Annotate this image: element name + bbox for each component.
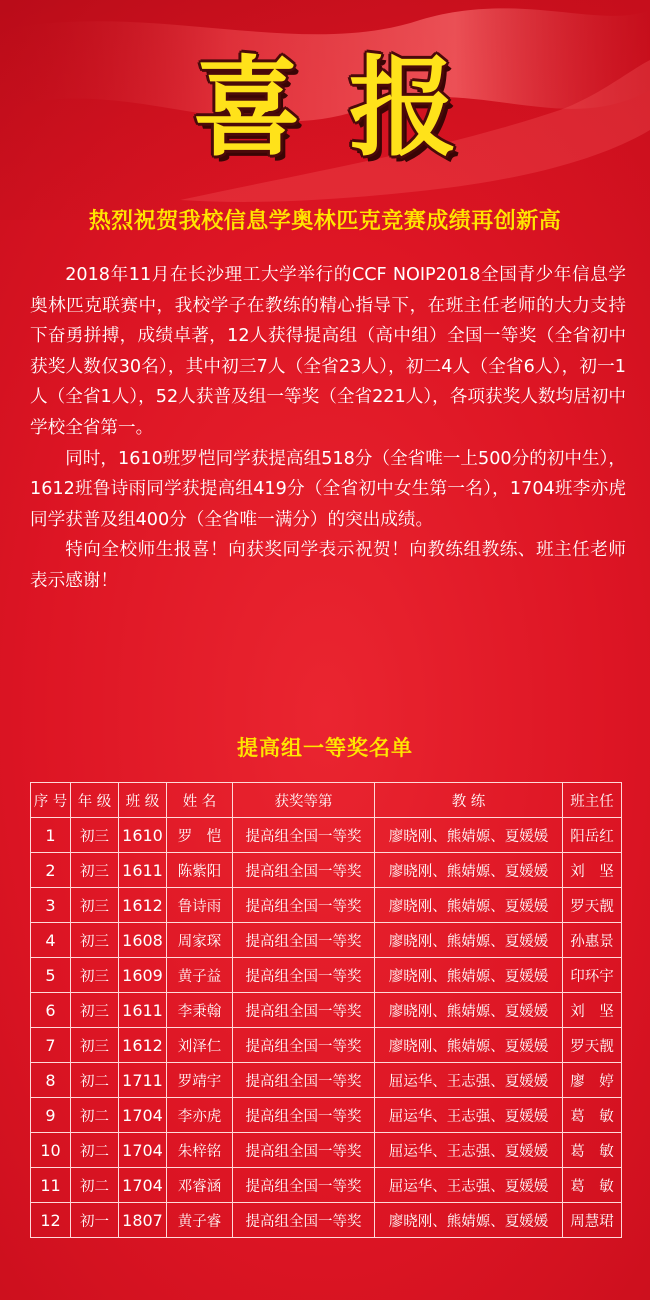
rank-cell: 4: [31, 923, 71, 958]
table-row: [31, 1133, 622, 1168]
rank-cell: 12: [31, 1203, 71, 1238]
rank-cell: 8: [31, 1063, 71, 1098]
table-row: [31, 1063, 622, 1098]
table-row: [31, 993, 622, 1028]
coach-cell: 屈运华、王志强、夏媛媛: [375, 1168, 563, 1203]
table-row: [31, 1028, 622, 1063]
header-cell: 教 练: [375, 783, 563, 818]
award-cell: 提高组全国一等奖: [233, 1133, 375, 1168]
homeroom-teacher-cell: 印环宇: [563, 958, 622, 993]
announcement-body: [30, 260, 626, 597]
subtitle: 热烈祝贺我校信息学奥林匹克竞赛成绩再创新高: [88, 209, 562, 234]
class-cell: 1704: [119, 1168, 167, 1203]
table-header-row: [31, 783, 622, 818]
award-cell: 提高组全国一等奖: [233, 1098, 375, 1133]
coach-cell: 廖晓刚、熊婧嫄、夏媛媛: [375, 1203, 563, 1238]
grade-cell: 初二: [71, 1133, 119, 1168]
header-cell: 班主任: [563, 783, 622, 818]
name-cell: 罗靖宇: [167, 1063, 233, 1098]
rank-cell: 7: [31, 1028, 71, 1063]
homeroom-teacher-cell: 罗天靓: [563, 1028, 622, 1063]
name-cell: 李亦虎: [167, 1098, 233, 1133]
class-cell: 1610: [119, 818, 167, 853]
homeroom-teacher-cell: 周慧珺: [563, 1203, 622, 1238]
award-cell: 提高组全国一等奖: [233, 1203, 375, 1238]
homeroom-teacher-cell: 孙惠景: [563, 923, 622, 958]
paragraph-1: 2018年11月在长沙理工大学举行的CCF NOIP2018全国青少年信息学奥林匹克联赛中，我校学子在教练的精心指导下，在班主任老师的大力支持下奋勇拼搏，成绩卓著，12人获得提高组（高中组）全国一等奖（全省初中获奖人数仅30名），其中初三7人（全省23人），初二4人（全省6人），初一1人（全省1人），52人获普及组一等奖（全省221人），各项获奖人数均居初中学校全省第一。: [30, 265, 626, 438]
name-cell: 鲁诗雨: [167, 888, 233, 923]
class-cell: 1704: [119, 1098, 167, 1133]
headline: 喜报: [192, 45, 505, 171]
coach-cell: 廖晓刚、熊婧嫄、夏媛媛: [375, 923, 563, 958]
table-row: [31, 853, 622, 888]
coach-cell: 屈运华、王志强、夏媛媛: [375, 1133, 563, 1168]
award-cell: 提高组全国一等奖: [233, 888, 375, 923]
coach-cell: 屈运华、王志强、夏媛媛: [375, 1063, 563, 1098]
class-cell: 1612: [119, 888, 167, 923]
rank-cell: 1: [31, 818, 71, 853]
homeroom-teacher-cell: 葛 敏: [563, 1098, 622, 1133]
name-cell: 陈紫阳: [167, 853, 233, 888]
grade-cell: 初三: [71, 853, 119, 888]
class-cell: 1704: [119, 1133, 167, 1168]
homeroom-teacher-cell: 刘 坚: [563, 993, 622, 1028]
name-cell: 刘泽仁: [167, 1028, 233, 1063]
class-cell: 1609: [119, 958, 167, 993]
grade-cell: 初二: [71, 1063, 119, 1098]
grade-cell: 初一: [71, 1203, 119, 1238]
name-cell: 黄子益: [167, 958, 233, 993]
grade-cell: 初三: [71, 818, 119, 853]
grade-cell: 初二: [71, 1168, 119, 1203]
awards-table: [30, 782, 622, 1238]
name-cell: 李秉翰: [167, 993, 233, 1028]
rank-cell: 11: [31, 1168, 71, 1203]
coach-cell: 屈运华、王志强、夏媛媛: [375, 1098, 563, 1133]
award-cell: 提高组全国一等奖: [233, 1168, 375, 1203]
coach-cell: 廖晓刚、熊婧嫄、夏媛媛: [375, 958, 563, 993]
table-row: [31, 958, 622, 993]
table-row: [31, 1203, 622, 1238]
class-cell: 1807: [119, 1203, 167, 1238]
class-cell: 1611: [119, 993, 167, 1028]
header-cell: 班 级: [119, 783, 167, 818]
homeroom-teacher-cell: 阳岳红: [563, 818, 622, 853]
header-cell: 年 级: [71, 783, 119, 818]
grade-cell: 初二: [71, 1098, 119, 1133]
name-cell: 罗 恺: [167, 818, 233, 853]
award-cell: 提高组全国一等奖: [233, 923, 375, 958]
homeroom-teacher-cell: 廖 婷: [563, 1063, 622, 1098]
paragraph-3: 特向全校师生报喜！向获奖同学表示祝贺！向教练组教练、班主任老师表示感谢！: [30, 540, 626, 591]
grade-cell: 初三: [71, 993, 119, 1028]
table-row: [31, 888, 622, 923]
table-row: [31, 1098, 622, 1133]
award-cell: 提高组全国一等奖: [233, 958, 375, 993]
coach-cell: 廖晓刚、熊婧嫄、夏媛媛: [375, 853, 563, 888]
header-cell: 序 号: [31, 783, 71, 818]
name-cell: 邓睿涵: [167, 1168, 233, 1203]
grade-cell: 初三: [71, 923, 119, 958]
name-cell: 黄子睿: [167, 1203, 233, 1238]
table-row: [31, 818, 622, 853]
coach-cell: 廖晓刚、熊婧嫄、夏媛媛: [375, 993, 563, 1028]
grade-cell: 初三: [71, 958, 119, 993]
grade-cell: 初三: [71, 888, 119, 923]
grade-cell: 初三: [71, 1028, 119, 1063]
class-cell: 1611: [119, 853, 167, 888]
table-row: [31, 923, 622, 958]
rank-cell: 6: [31, 993, 71, 1028]
coach-cell: 廖晓刚、熊婧嫄、夏媛媛: [375, 888, 563, 923]
header-cell: 姓 名: [167, 783, 233, 818]
class-cell: 1612: [119, 1028, 167, 1063]
homeroom-teacher-cell: 刘 坚: [563, 853, 622, 888]
paragraph-2: 同时，1610班罗恺同学获提高组518分（全省唯一上500分的初中生），1612班鲁诗雨同学获提高组419分（全省初中女生第一名），1704班李亦虎同学获普及组400分（全省唯一满分）的突出成绩。: [30, 448, 626, 530]
coach-cell: 廖晓刚、熊婧嫄、夏媛媛: [375, 818, 563, 853]
award-cell: 提高组全国一等奖: [233, 1028, 375, 1063]
class-cell: 1711: [119, 1063, 167, 1098]
homeroom-teacher-cell: 葛 敏: [563, 1168, 622, 1203]
rank-cell: 10: [31, 1133, 71, 1168]
coach-cell: 廖晓刚、熊婧嫄、夏媛媛: [375, 1028, 563, 1063]
rank-cell: 2: [31, 853, 71, 888]
homeroom-teacher-cell: 葛 敏: [563, 1133, 622, 1168]
award-cell: 提高组全国一等奖: [233, 853, 375, 888]
name-cell: 周家琛: [167, 923, 233, 958]
rank-cell: 3: [31, 888, 71, 923]
rank-cell: 5: [31, 958, 71, 993]
award-cell: 提高组全国一等奖: [233, 818, 375, 853]
homeroom-teacher-cell: 罗天靓: [563, 888, 622, 923]
header-cell: 获奖等第: [233, 783, 375, 818]
table-row: [31, 1168, 622, 1203]
award-cell: 提高组全国一等奖: [233, 993, 375, 1028]
class-cell: 1608: [119, 923, 167, 958]
table-title: 提高组一等奖名单: [237, 736, 413, 760]
rank-cell: 9: [31, 1098, 71, 1133]
name-cell: 朱梓铭: [167, 1133, 233, 1168]
award-cell: 提高组全国一等奖: [233, 1063, 375, 1098]
